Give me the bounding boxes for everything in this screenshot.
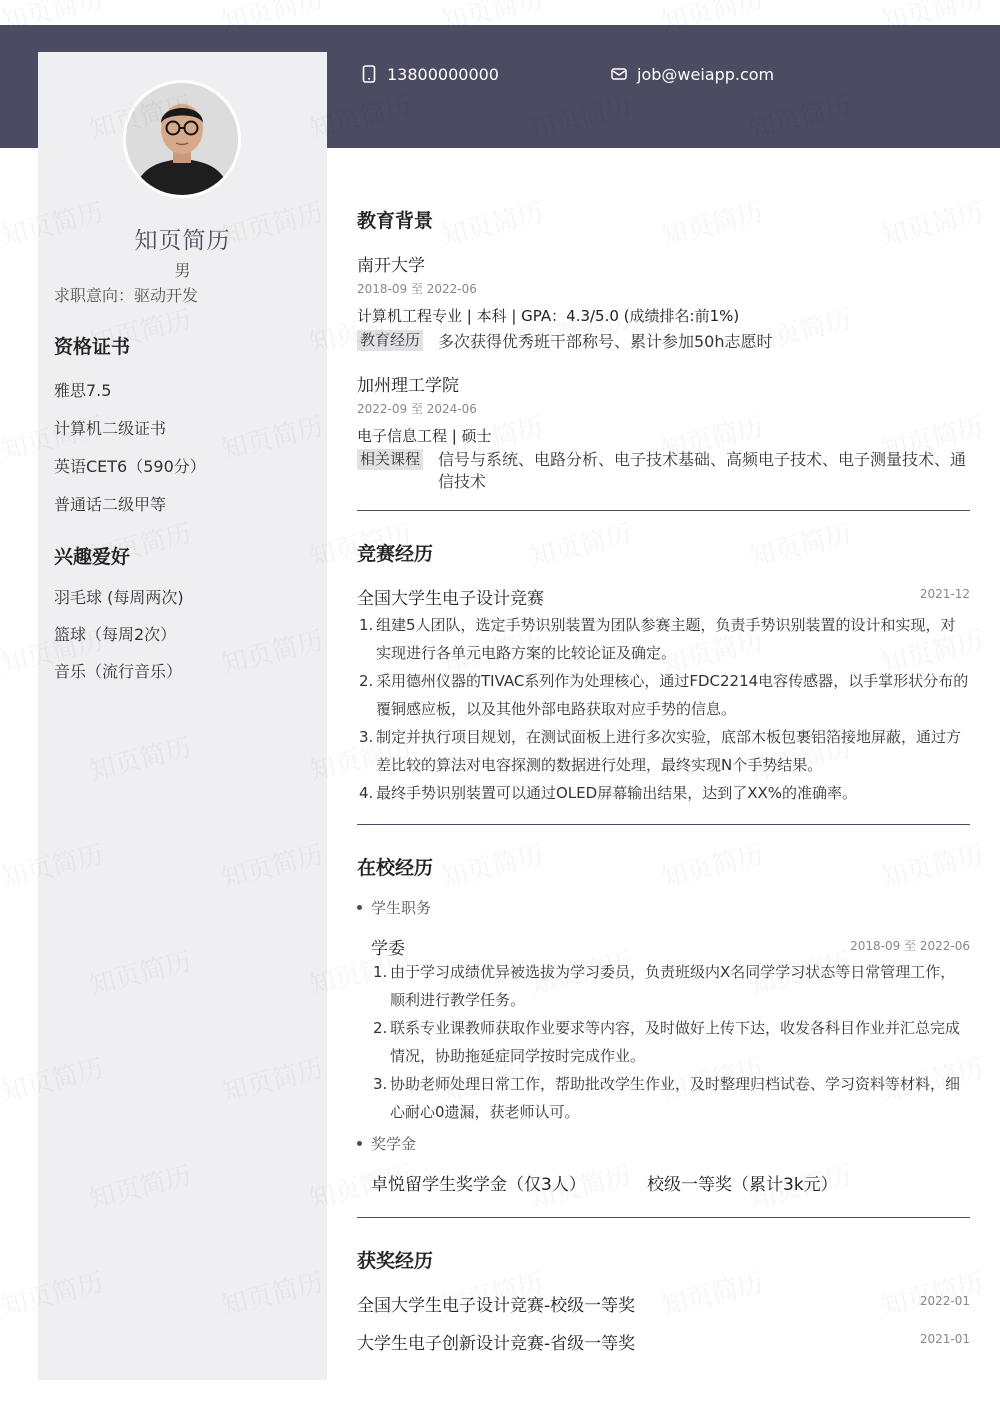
watermark-text bbox=[877, 1262, 987, 1323]
watermark-text bbox=[437, 192, 547, 253]
list-item: 1. 由于学习成绩优异被选拔为学习委员，负责班级内X名同学学习状态等日常管理工作，顺利进行教学任务。 bbox=[373, 963, 956, 1009]
competition-date: 2021-12 bbox=[919, 587, 970, 601]
cert-item: 雅思7.5 bbox=[54, 381, 112, 400]
award-name: 大学生电子创新设计竞赛-省级一等奖 bbox=[357, 1334, 636, 1354]
hobby-item: 篮球（每周2次） bbox=[54, 625, 177, 644]
job-intent: 求职意向：驱动开发 bbox=[54, 286, 199, 305]
phone-icon bbox=[360, 65, 378, 83]
competition-title: 全国大学生电子设计竞赛 bbox=[357, 589, 544, 609]
list-item: 1. 组建5人团队，选定手势识别装置为团队参赛主题，负责手势识别装置的设计和实现，对实现进行各单元电路方案的比较论证及确定。 bbox=[359, 616, 956, 662]
cert-item: 普通话二级甲等 bbox=[54, 495, 167, 514]
list-item: 3. 协助老师处理日常工作，帮助批改学生作业，及时整理归档试卷、学习资料等材料，细心耐心0遗漏，获老师认可。 bbox=[373, 1075, 961, 1121]
scholarship-group-label: 奖学金 bbox=[371, 1135, 417, 1153]
cert-item: 英语CET6（590分） bbox=[54, 457, 206, 476]
profile-gender: 男 bbox=[174, 261, 191, 280]
watermark-text bbox=[657, 1262, 767, 1323]
scholarship-item: 卓悦留学生奖学金（仅3人） bbox=[371, 1175, 586, 1195]
role-duties-list bbox=[371, 958, 970, 1126]
hobby-item: 羽毛球 (每周两次) bbox=[54, 588, 184, 607]
bullet-dot bbox=[357, 905, 362, 910]
school-tag: 相关课程 bbox=[357, 449, 423, 470]
role-title: 学委 bbox=[371, 939, 405, 959]
award-name: 全国大学生电子设计竞赛-校级一等奖 bbox=[357, 1296, 636, 1316]
list-item: 2. 联系专业课教师获取作业要求等内容，及时做好上传下达，收发各科目作业并汇总完成情况，协助拖延症同学按时完成作业。 bbox=[373, 1019, 961, 1065]
role-group-label: 学生职务 bbox=[371, 899, 432, 917]
school-date: 2018-09 至 2022-06 bbox=[357, 282, 477, 296]
watermark-text bbox=[877, 192, 987, 253]
award-date: 2022-01 bbox=[919, 1294, 970, 1308]
section-divider bbox=[357, 824, 970, 825]
mail-icon bbox=[610, 65, 628, 83]
hobby-heading: 兴趣爱好 bbox=[54, 546, 131, 568]
school-name: 加州理工学院 bbox=[357, 376, 459, 396]
scholarship-item: 校级一等奖（累计3k元） bbox=[647, 1175, 838, 1195]
email-address: job@weiapp.com bbox=[637, 64, 775, 84]
role-date: 2018-09 至 2022-06 bbox=[850, 939, 970, 953]
contact-phone bbox=[360, 62, 499, 86]
hobby-item: 音乐（流行音乐） bbox=[54, 662, 183, 681]
school-tag-text: 多次获得优秀班干部称号、累计参加50h志愿时 bbox=[438, 332, 773, 351]
school-tag-text: 信号与系统、电路分析、电子技术基础、高频电子技术、电子测量技术、通信技术 bbox=[438, 450, 967, 491]
watermark-text bbox=[657, 834, 767, 895]
sidebar bbox=[38, 52, 327, 1380]
school-tag: 教育经历 bbox=[357, 330, 423, 351]
phone-number: 13800000000 bbox=[387, 64, 499, 84]
avatar bbox=[123, 80, 241, 198]
watermark-text bbox=[525, 513, 635, 574]
school-date: 2022-09 至 2024-06 bbox=[357, 402, 477, 416]
list-item: 4. 最终手势识别装置可以通过OLED屏幕输出结果，达到了XX%的准确率。 bbox=[359, 784, 857, 802]
profile-name: 知页简历 bbox=[134, 228, 231, 254]
list-item: 2. 采用德州仪器的TIVAC系列作为处理核心，通过FDC2214电容传感器，以手掌形状分布的覆铜感应板，以及其他外部电路获取对应手势的信息。 bbox=[359, 672, 969, 718]
watermark-text bbox=[657, 192, 767, 253]
cert-item: 计算机二级证书 bbox=[54, 419, 167, 438]
education-heading: 教育背景 bbox=[357, 210, 434, 232]
watermark-text bbox=[745, 513, 855, 574]
awards-heading: 获奖经历 bbox=[357, 1250, 434, 1272]
watermark-text bbox=[437, 834, 547, 895]
section-divider bbox=[357, 1217, 970, 1218]
bullet-dot bbox=[357, 1141, 362, 1146]
award-date: 2021-01 bbox=[919, 1332, 970, 1346]
cert-heading: 资格证书 bbox=[54, 336, 131, 358]
competition-list bbox=[357, 611, 970, 807]
list-item: 3. 制定并执行项目规划，在测试面板上进行多次实验，底部木板包裹铝箔接地屏蔽，通过方差比较的算法对电容探测的数据进行处理，最终实现N个手势结果。 bbox=[359, 728, 962, 774]
school-detail: 计算机工程专业 | 本科 | GPA：4.3/5.0 (成绩排名:前1%) bbox=[357, 307, 740, 325]
contact-email bbox=[610, 62, 774, 86]
watermark-text bbox=[877, 834, 987, 895]
campus-heading: 在校经历 bbox=[357, 857, 434, 879]
competition-heading: 竞赛经历 bbox=[357, 543, 434, 565]
school-name: 南开大学 bbox=[357, 256, 425, 276]
school-detail: 电子信息工程 | 硕士 bbox=[357, 427, 492, 445]
section-divider bbox=[357, 510, 970, 511]
